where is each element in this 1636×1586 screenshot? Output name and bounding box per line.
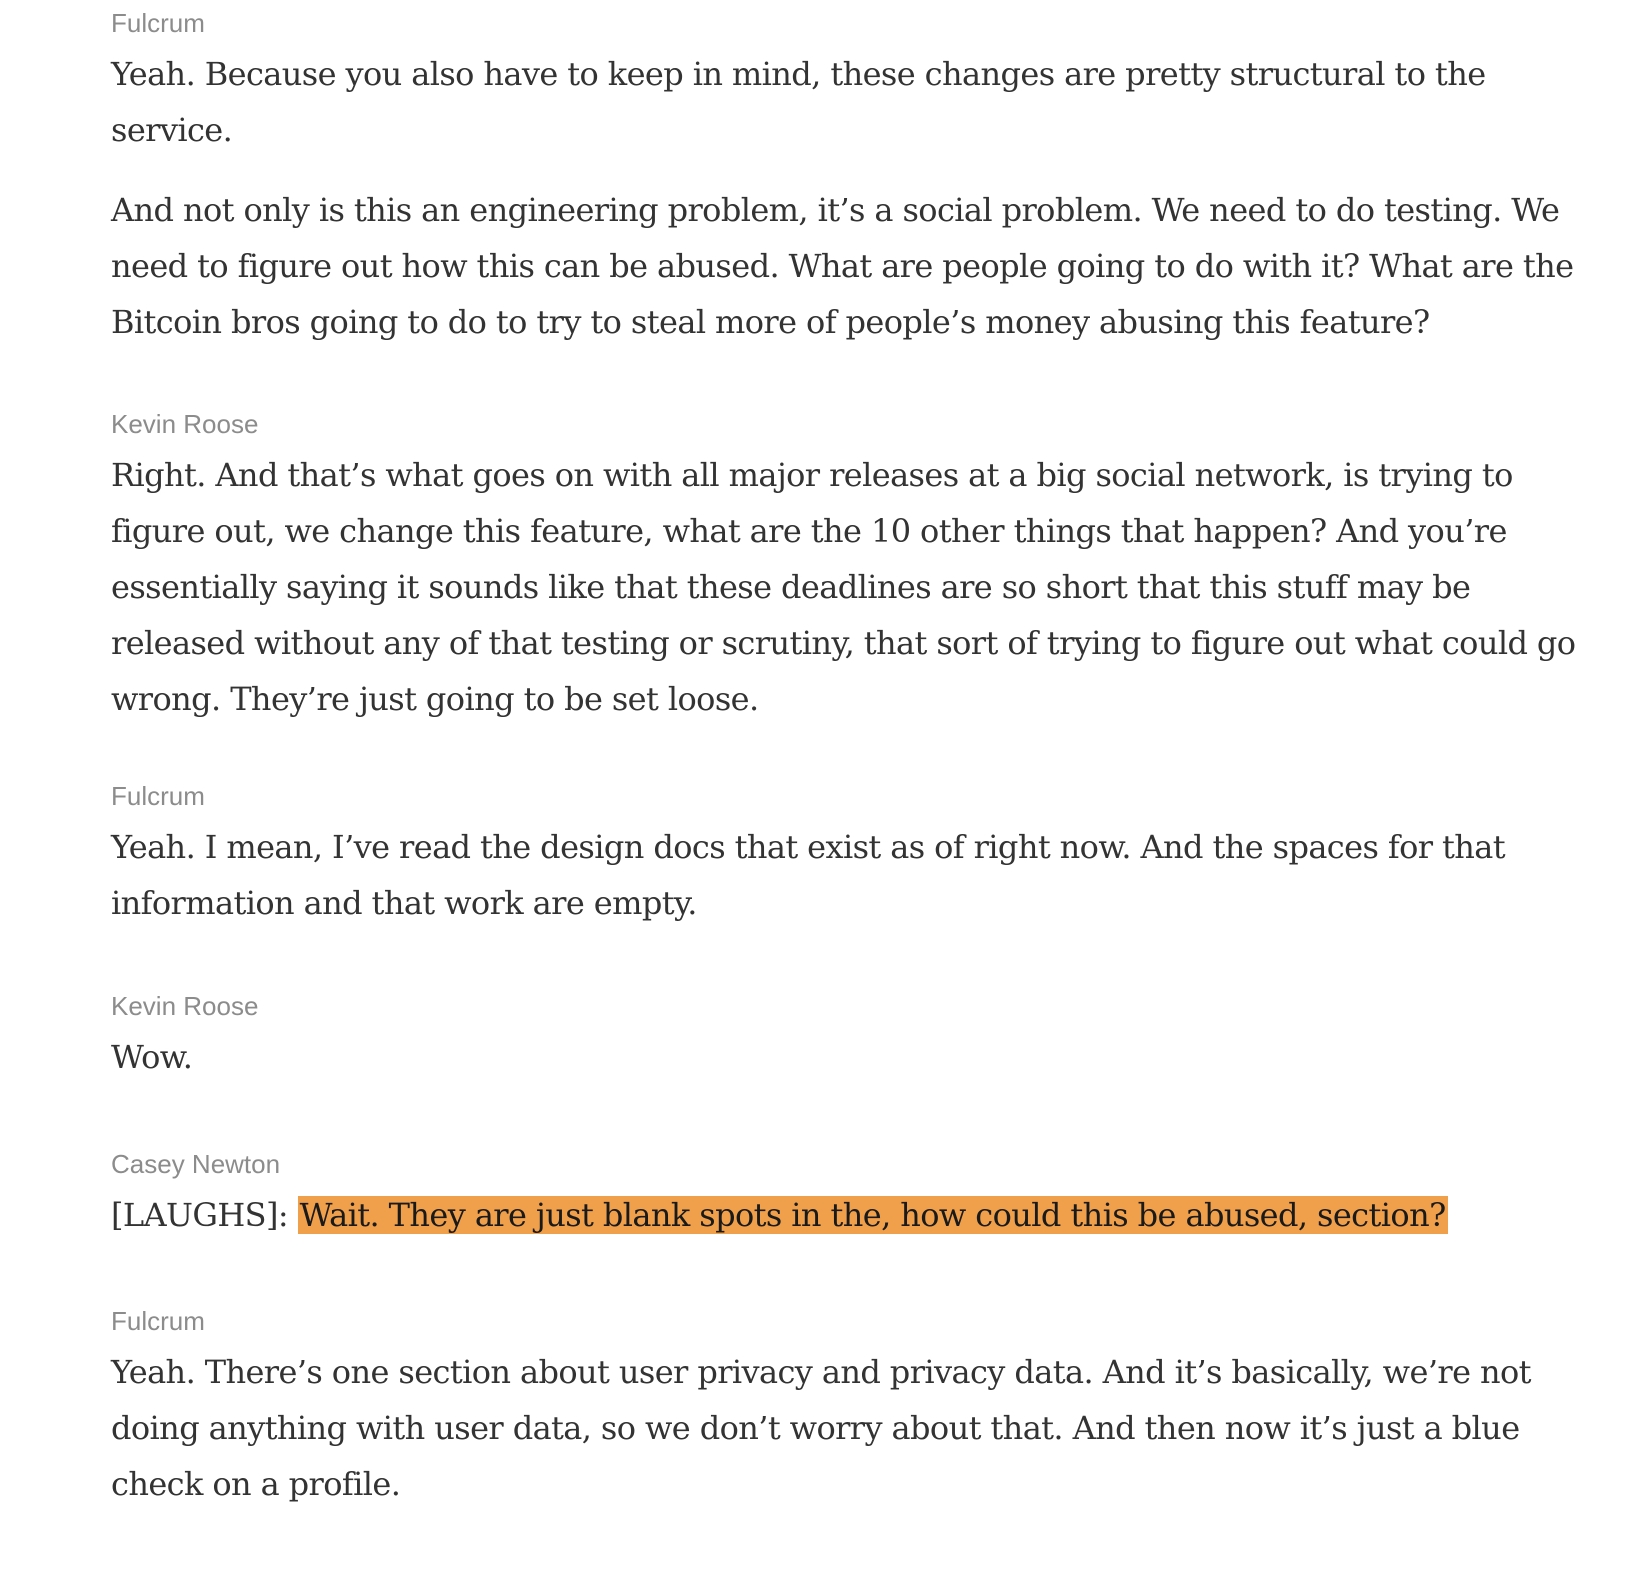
paragraph[interactable]: Right. And that’s what goes on with all major releases at a big social network, is trying to figure out, we change this feature, what are the 10 other things that happen? And you’re essentially saying it sounds like that these deadlines are so short that this stuff may be released without any of that testing or scrutiny, that sort of trying to figure out what could go wrong. They’re just going to be set loose. xyxy=(111,456,1576,718)
paragraph[interactable]: Yeah. Because you also have to keep in mind, these changes are pretty structural to the service. xyxy=(111,55,1486,149)
transcript-entry-text xyxy=(111,46,1491,158)
paragraph[interactable]: Yeah. There’s one section about user privacy and privacy data. And it’s basically, we’re not doing anything with user data, so we don’t worry about that. And then now it’s just a blue check on a profile. xyxy=(111,1353,1531,1503)
speaker-label: Fulcrum xyxy=(111,1306,205,1336)
speaker-label: Casey Newton xyxy=(111,1149,281,1179)
transcript-entry xyxy=(111,1149,1591,1179)
stage-direction: [LAUGHS]: xyxy=(111,1196,289,1234)
highlighted-text[interactable]: Wait. They are just blank spots in the, how could this be abused, section? xyxy=(299,1196,1446,1234)
transcript-entry-text xyxy=(111,182,1591,350)
transcript-entry-text xyxy=(111,1029,1591,1085)
transcript-entry xyxy=(111,781,1591,811)
paragraph[interactable]: Yeah. I mean, I’ve read the design docs that exist as of right now. And the spaces for that information and that work are empty. xyxy=(111,828,1506,922)
transcript-entry-text xyxy=(111,1187,1591,1243)
transcript-entry-text xyxy=(111,1344,1591,1512)
speaker-label: Kevin Roose xyxy=(111,991,259,1021)
speaker-label: Kevin Roose xyxy=(111,409,259,439)
speaker-label: Fulcrum xyxy=(111,781,205,811)
paragraph[interactable]: And not only is this an engineering problem, it’s a social problem. We need to do testing. We need to figure out how this can be abused. What are people going to do with it? What are the Bitcoin bros going to do to try to steal more of people’s money abusing this feature? xyxy=(111,191,1574,341)
transcript-entry-text xyxy=(111,447,1591,727)
transcript-entry xyxy=(111,8,1591,38)
paragraph xyxy=(111,1187,1591,1243)
transcript-entry xyxy=(111,1306,1591,1336)
transcript-entry xyxy=(111,991,1591,1021)
paragraph[interactable]: Wow. xyxy=(111,1038,193,1076)
speaker-label: Fulcrum xyxy=(111,8,205,38)
transcript-entry-text xyxy=(111,819,1531,931)
transcript-entry xyxy=(111,409,1591,439)
